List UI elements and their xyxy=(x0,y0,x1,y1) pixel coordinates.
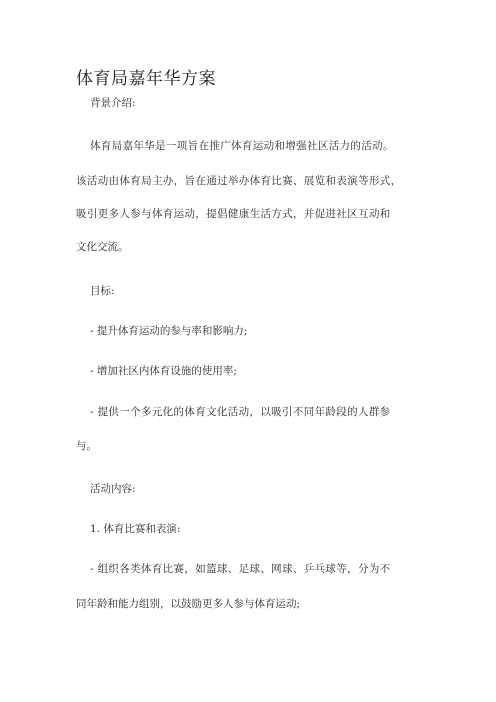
list-item: - 增加社区内体育设施的使用率; xyxy=(90,365,237,377)
list-item-continuation: 与。 xyxy=(76,440,97,452)
document-title: 体育局嘉年华方案 xyxy=(76,69,216,89)
subsection-heading: 1. 体育比赛和表演: xyxy=(90,523,181,535)
paragraph-line: 吸引更多人参与体育运动，提倡健康生活方式，并促进社区互动和 xyxy=(76,208,391,220)
list-item-continuation: 同年龄和能力组别，以鼓励更多人参与体育运动; xyxy=(76,598,301,610)
section-heading-background: 背景介绍: xyxy=(90,97,136,109)
section-heading-goals: 目标: xyxy=(90,285,115,297)
list-item: - 提供一个多元化的体育文化活动，以吸引不同年龄段的人群参 xyxy=(90,406,391,418)
list-item: - 组织各类体育比赛，如篮球、足球、网球、乒乓球等，分为不 xyxy=(90,563,391,575)
list-item: - 提升体育运动的参与率和影响力; xyxy=(90,325,248,337)
section-heading-content: 活动内容: xyxy=(90,483,136,495)
paragraph-line: 文化交流。 xyxy=(76,241,129,253)
paragraph-line: 该活动由体育局主办，旨在通过举办体育比赛、展览和表演等形式， xyxy=(76,175,402,187)
paragraph-line: 体育局嘉年华是一项旨在推广体育运动和增强社区活力的活动。 xyxy=(90,140,394,152)
